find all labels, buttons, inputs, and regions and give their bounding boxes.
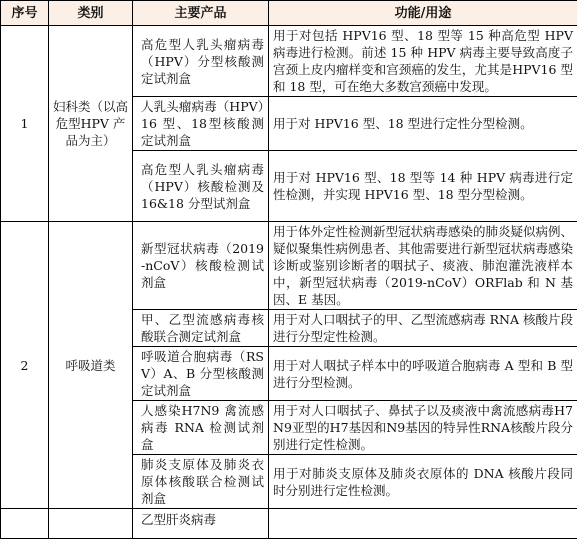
product-name: 呼吸道合胞病毒（RSV）A、B 分型核酸测定试剂盒 [133, 347, 269, 401]
product-function: 用于对人口咽拭子、鼻拭子以及痰液中禽流感病毒H7N9亚型的H7基因和N9基因的特异性RNA核酸片段分别进行定性检测。 [269, 401, 577, 455]
header-function: 功能/用途 [269, 1, 577, 26]
product-name: 人感染H7N9 禽流感病毒 RNA 检测试剂盒 [133, 401, 269, 455]
product-function: 用于体外定性检测新型冠状病毒感染的肺炎疑似病例、疑似聚集性病例患者、其他需要进行新型冠状病毒感染诊断或鉴别诊断者的咽拭子、痰液、肺泡灌洗液样本中，新型冠状病毒（2019-nCoV）ORFlab 和 N 基因、E 基因。 [269, 222, 577, 310]
table-header-row [1, 1, 577, 26]
product-function: 用于对包括 HPV16 型、18 型等 15 种高危型 HPV 病毒进行检测。前述 15 种 HPV 病毒主要导致高度子宫颈上皮内瘤样变和宫颈癌的发生，尤其是HPV16 型和 18 型，可在绝大多数宫颈癌中发现。 [269, 26, 577, 97]
product-name: 高危型人乳头瘤病毒（HPV）核酸检测及 16&18 分型试剂盒 [133, 151, 269, 222]
product-function: 用于对人咽拭子样本中的呼吸道合胞病毒 A 型和 B 型进行分型检测。 [269, 347, 577, 401]
group-category: 妇科类（以高危型HPV 产品为主） [49, 26, 133, 222]
header-product: 主要产品 [133, 1, 269, 26]
product-name: 肺炎支原体及肺炎衣原体核酸联合检测试剂盒 [133, 455, 269, 509]
product-name: 甲、乙型流感病毒核酸联合测定试剂盒 [133, 310, 269, 347]
product-name: 新型冠状病毒（2019-nCoV）核酸检测试剂盒 [133, 222, 269, 310]
group-category: 呼吸道类 [49, 222, 133, 509]
header-category: 类别 [49, 1, 133, 26]
header-no: 序号 [1, 1, 49, 26]
group-number: 2 [1, 222, 49, 509]
product-function: 用于对 HPV16 型、18 型等 14 种 HPV 病毒进行定性检测，并实现 HPV16 型、18 型分型检测。 [269, 151, 577, 222]
product-name: 乙型肝炎病毒 [133, 509, 269, 539]
table-row [1, 26, 577, 97]
product-function: 用于对人口咽拭子的甲、乙型流感病毒 RNA 核酸片段进行分型定性检测。 [269, 310, 577, 347]
product-function: 用于对肺炎支原体及肺炎衣原体的 DNA 核酸片段同时分别进行定性检测。 [269, 455, 577, 509]
table-row [1, 222, 577, 310]
product-name: 高危型人乳头瘤病毒（HPV）分型核酸测定试剂盒 [133, 26, 269, 97]
group-number: 1 [1, 26, 49, 222]
product-function: 用于对 HPV16 型、18 型进行定性分型检测。 [269, 97, 577, 151]
table-row-cutoff [1, 509, 577, 539]
product-name: 人乳头瘤病毒（HPV）16 型、18型核酸测定试剂盒 [133, 97, 269, 151]
